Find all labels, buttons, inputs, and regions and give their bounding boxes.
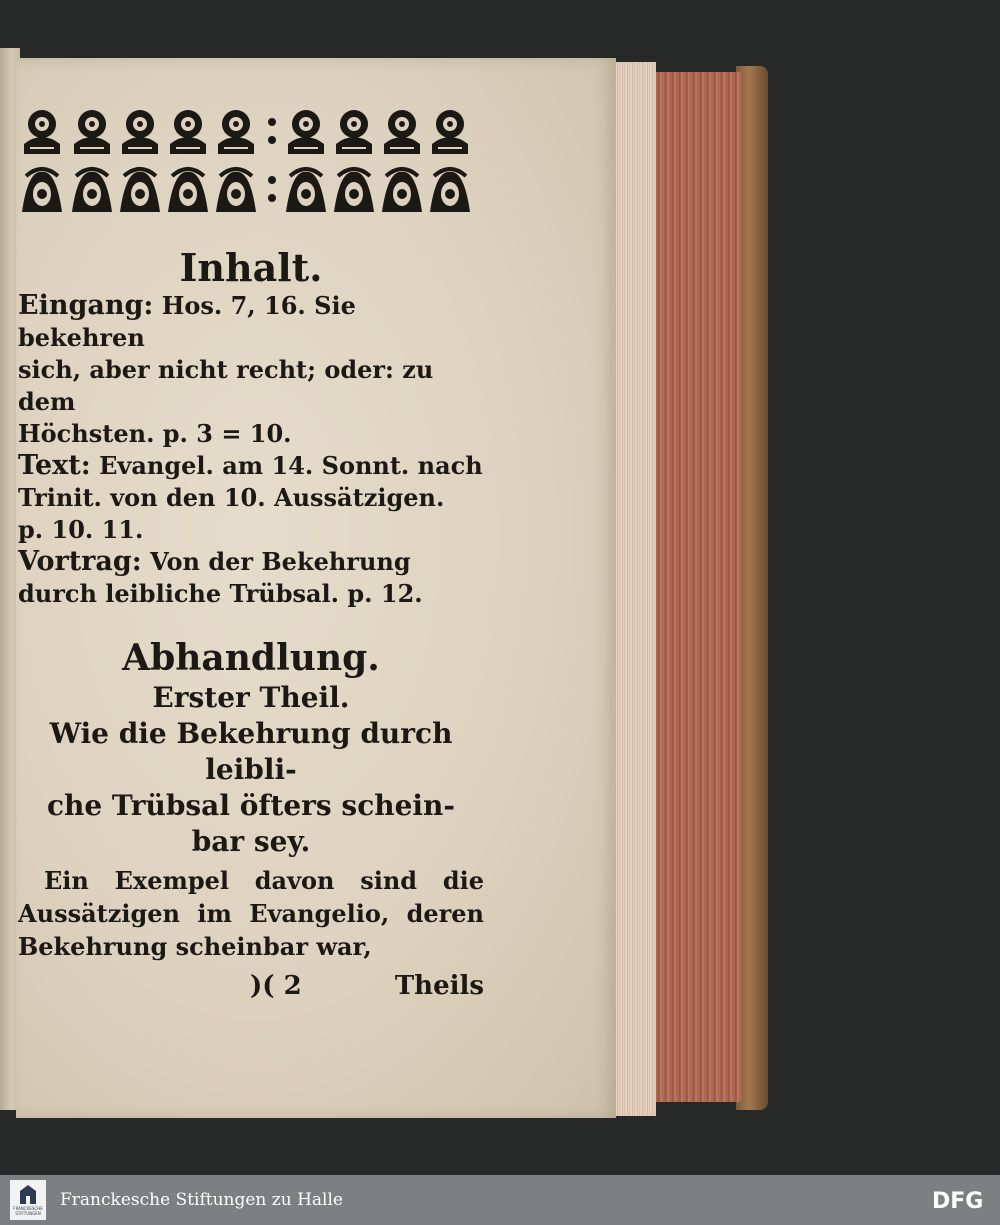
toc-entry-vortrag	[18, 546, 484, 610]
toc-line: p. 10. 11.	[18, 515, 144, 544]
viewer-footer-bar	[0, 1175, 1000, 1225]
toc-entry-text	[18, 450, 484, 546]
part-heading	[18, 716, 484, 860]
part-heading-line: Wie die Bekehrung durch leibli-	[49, 717, 453, 786]
institution-logo[interactable]	[10, 1180, 46, 1220]
toc-line: Höchsten. p. 3 = 10.	[18, 419, 292, 448]
ornament-row-bottom	[22, 169, 470, 212]
toc-line: durch leibliche Trübsal. p. 12.	[18, 579, 423, 608]
institution-logo-text: FRANCKESCHE STIFTUNGEN	[13, 1206, 43, 1216]
page-footer	[18, 971, 484, 1011]
toc-line: Hos. 7, 16. Sie bekehren	[18, 291, 356, 352]
body-paragraph: Ein Exempel davon sind die Aussätzigen im Evangelio, deren Bekehrung scheinbar war,	[18, 866, 484, 961]
institution-name[interactable]: Franckesche Stiftungen zu Halle	[60, 1190, 343, 1210]
catchword: Theils	[394, 971, 484, 1001]
page-edges-red	[656, 72, 742, 1102]
toc-line: Von der Bekehrung	[150, 547, 411, 576]
toc-label: Vortrag:	[18, 546, 142, 577]
toc-entry-eingang	[18, 290, 484, 450]
institution-logo-icon	[18, 1184, 38, 1206]
ornament-row-top	[24, 110, 468, 154]
toc-label: Text:	[18, 450, 91, 481]
toc-line: Trinit. von den 10. Aussätzigen.	[18, 483, 445, 512]
floral-ornament-band	[18, 100, 484, 216]
toc-label: Eingang:	[18, 290, 154, 321]
treatise-title: Abhandlung.	[122, 637, 380, 679]
part-heading-line: bar sey.	[191, 825, 311, 858]
toc-line: Evangel. am 14. Sonnt. nach	[99, 451, 483, 480]
page-text	[18, 100, 484, 1011]
toc-line: sich, aber nicht recht; oder: zu dem	[18, 355, 434, 416]
signature-mark: )( 2	[250, 971, 302, 1001]
part-title: Erster Theil.	[152, 681, 350, 714]
dfg-logo-text: DFG	[932, 1189, 984, 1213]
part-heading-line: che Trübsal öfters schein-	[46, 789, 456, 822]
dfg-logo[interactable]	[932, 1187, 990, 1213]
toc-title: Inhalt.	[179, 245, 323, 290]
